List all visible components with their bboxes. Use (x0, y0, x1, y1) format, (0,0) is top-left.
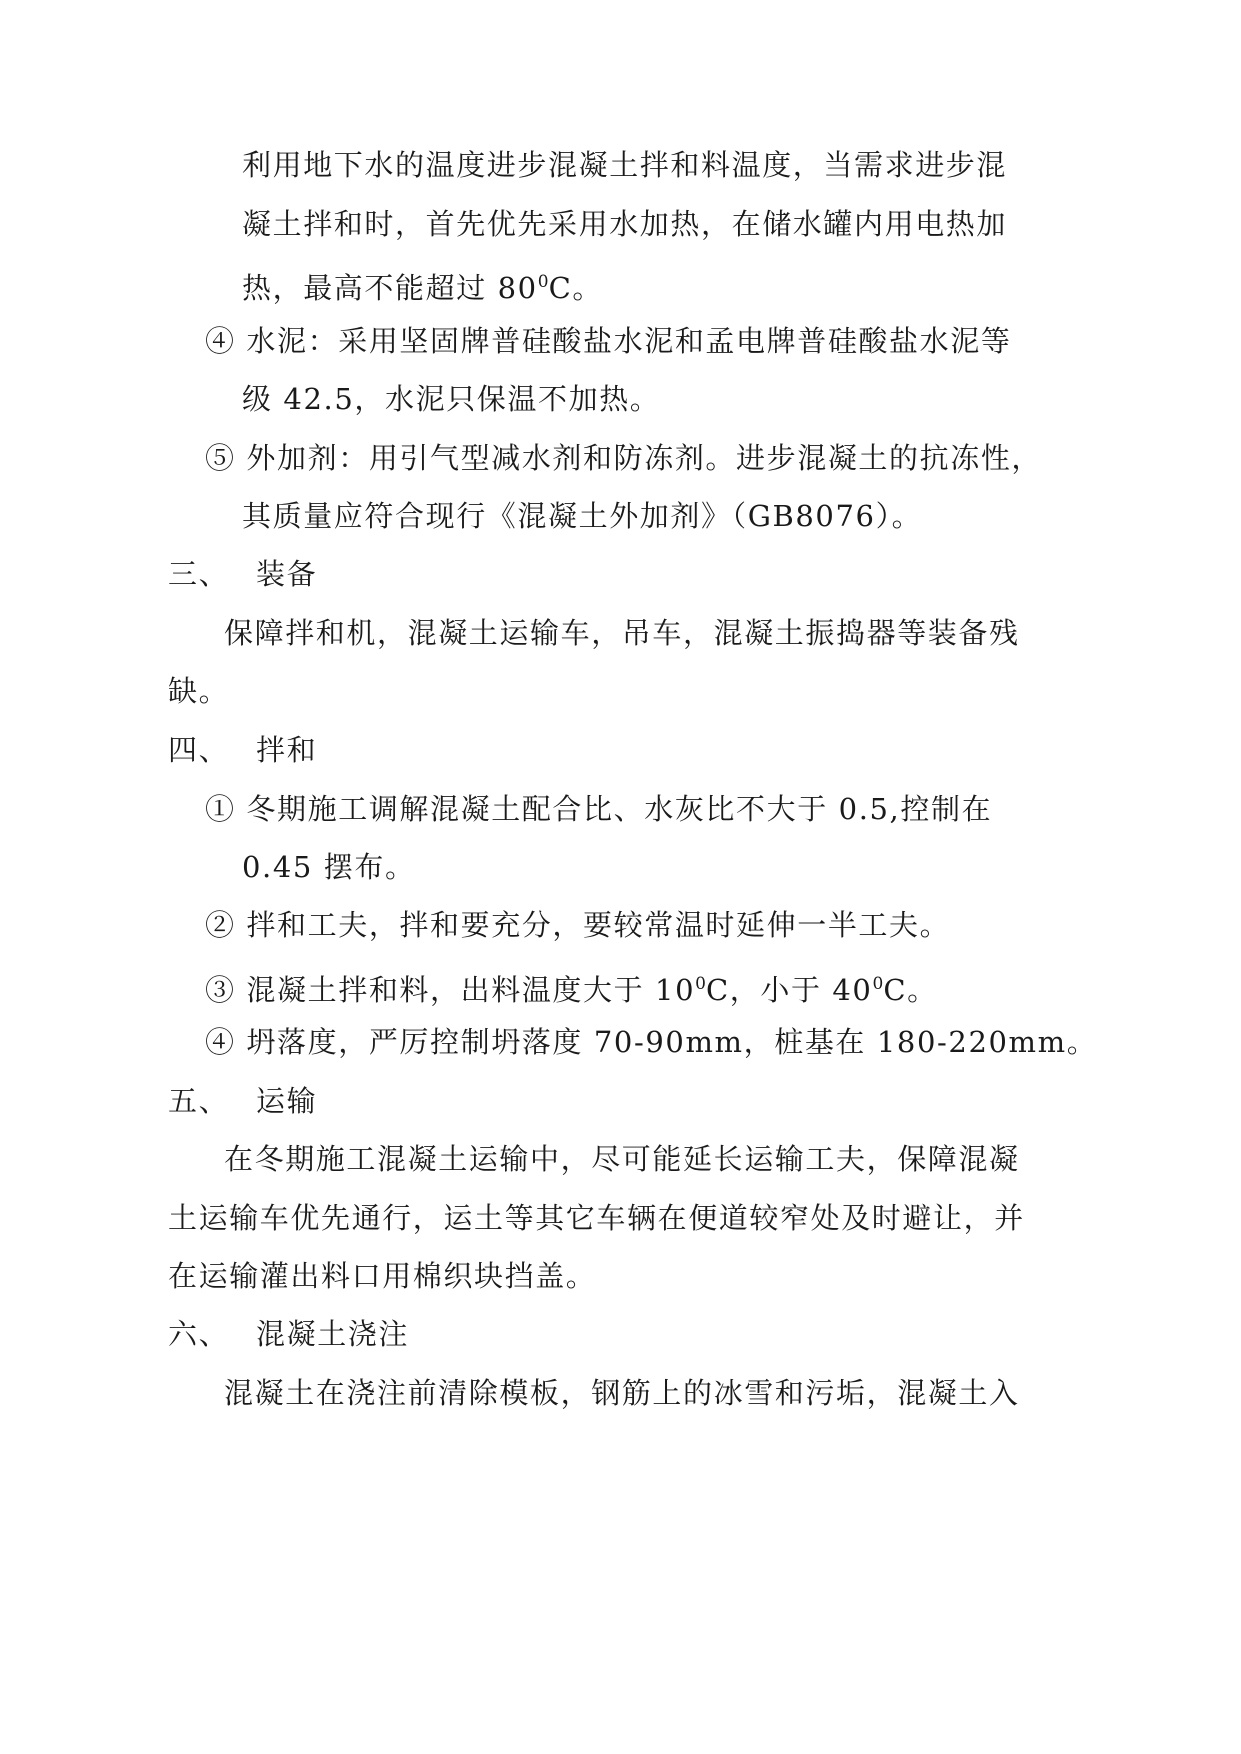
list-item-mix-ratio: ① 冬期施工调解混凝土配合比、水灰比不大于 0.5,控制在 (205, 792, 993, 826)
body-line: 凝土拌和时，首先优先采用水加热，在储水罐内用电热加 (242, 207, 1008, 241)
section-title: 装备 (256, 557, 318, 591)
text-segment: 热，最高不能超过 80 (242, 271, 538, 305)
list-item-admixture: ⑤ 外加剂：用引气型减水剂和防冻剂。进步混凝土的抗冻性， (205, 441, 1043, 475)
paragraph-line: 土运输车优先通行，运土等其它车辆在便道较窄处及时避让，并 (168, 1201, 1025, 1235)
body-line: 级 42.5，水泥只保温不加热。 (242, 382, 661, 416)
section-heading-pouring (168, 1314, 409, 1354)
superscript-degree: 0 (537, 272, 549, 292)
section-title: 拌和 (256, 733, 318, 767)
section-number: 三、 (168, 557, 230, 591)
section-title: 混凝土浇注 (256, 1317, 410, 1351)
section-number: 六、 (168, 1317, 230, 1351)
body-line (242, 262, 603, 305)
section-title: 运输 (256, 1084, 318, 1118)
superscript-degree: 0 (872, 974, 884, 994)
text-segment: C。 (548, 271, 603, 305)
list-item-mix-temperature (205, 964, 938, 1007)
body-line: 利用地下水的温度进步混凝土拌和料温度，当需求进步混 (242, 148, 1008, 182)
section-number: 五、 (168, 1084, 230, 1118)
text-segment: C，小于 40 (705, 973, 873, 1007)
paragraph-line: 在运输灌出料口用棉织块挡盖。 (168, 1259, 597, 1293)
list-item-mix-time: ② 拌和工夫，拌和要充分，要较常温时延伸一半工夫。 (205, 908, 951, 942)
text-segment: C。 (883, 973, 938, 1007)
paragraph-line: 在冬期施工混凝土运输中，尽可能延长运输工夫，保障混凝 (224, 1142, 1020, 1176)
superscript-degree: 0 (695, 974, 706, 994)
list-item-cement: ④ 水泥：采用坚固牌普硅酸盐水泥和孟电牌普硅酸盐水泥等 (205, 324, 1012, 358)
paragraph-line: 混凝土在浇注前清除模板，钢筋上的冰雪和污垢，混凝土入 (224, 1376, 1020, 1410)
text-segment: ③ 混凝土拌和料，出料温度大于 10 (205, 973, 696, 1007)
paragraph-line: 保障拌和机，混凝土运输车，吊车，混凝土振捣器等装备残 (224, 616, 1020, 650)
paragraph-line: 缺。 (168, 674, 230, 708)
body-line: 其质量应符合现行《混凝土外加剂》（GB8076）。 (242, 499, 923, 533)
section-number: 四、 (168, 733, 230, 767)
section-heading-mixing (168, 730, 317, 770)
list-item-slump: ④ 坍落度，严厉控制坍落度 70-90mm，桩基在 180-220mm。 (205, 1025, 1098, 1059)
section-heading-equipment (168, 554, 317, 594)
section-heading-transport (168, 1081, 317, 1121)
body-line: 0.45 摆布。 (242, 850, 416, 884)
